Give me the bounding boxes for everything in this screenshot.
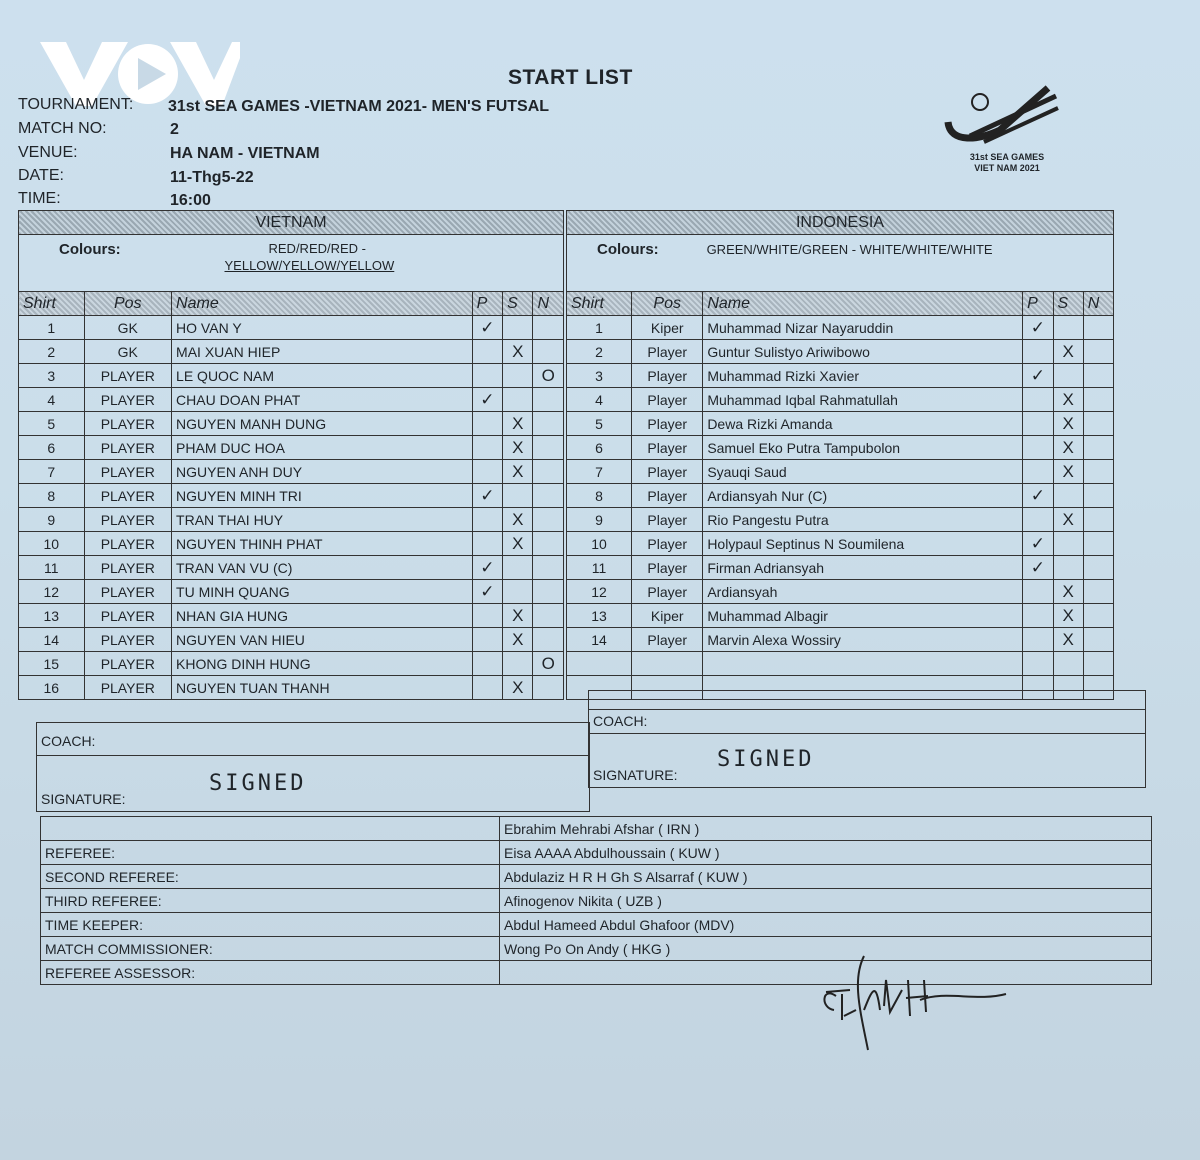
not-playing-mark <box>1083 484 1113 508</box>
player-row <box>567 412 1114 436</box>
position-cell: PLAYER <box>84 388 172 412</box>
official-row <box>41 889 1152 913</box>
date-value: 11-Thg5-22 <box>170 169 254 186</box>
substitute-mark: X <box>1053 604 1083 628</box>
shirt-cell: 3 <box>19 364 85 388</box>
substitute-mark <box>503 364 533 388</box>
position-cell: Player <box>632 532 703 556</box>
substitute-mark: X <box>1053 628 1083 652</box>
home-colours-cell <box>19 235 564 292</box>
away-team-name: INDONESIA <box>567 211 1114 235</box>
official-role: THIRD REFEREE: <box>41 889 500 913</box>
tournament-label: TOURNAMENT: <box>18 96 134 113</box>
col-n: N <box>533 292 564 316</box>
position-cell: PLAYER <box>84 676 172 700</box>
position-cell: PLAYER <box>84 532 172 556</box>
played-mark <box>472 508 503 532</box>
name-cell: PHAM DUC HOA <box>172 436 473 460</box>
name-cell: NGUYEN THINH PHAT <box>172 532 473 556</box>
player-row <box>19 676 564 700</box>
played-mark <box>1023 628 1053 652</box>
name-cell: NGUYEN MINH TRI <box>172 484 473 508</box>
played-mark <box>1023 460 1053 484</box>
name-cell: Holypaul Septinus N Soumilena <box>703 532 1023 556</box>
official-row <box>41 913 1152 937</box>
player-row <box>19 340 564 364</box>
player-row <box>567 436 1114 460</box>
shirt-cell: 7 <box>19 460 85 484</box>
shirt-cell: 6 <box>567 436 632 460</box>
position-cell: Player <box>632 412 703 436</box>
not-playing-mark <box>533 532 564 556</box>
substitute-mark <box>503 580 533 604</box>
player-row <box>567 508 1114 532</box>
substitute-mark: X <box>1053 436 1083 460</box>
shirt-cell: 9 <box>19 508 85 532</box>
shirt-cell: 4 <box>567 388 632 412</box>
date-label: DATE: <box>18 167 64 184</box>
official-name: Eisa AAAA Abdulhoussain ( KUW ) <box>500 841 1152 865</box>
position-cell: Player <box>632 460 703 484</box>
not-playing-mark <box>533 484 564 508</box>
away-signature-label: SIGNATURE: <box>593 767 678 783</box>
shirt-cell: 14 <box>567 628 632 652</box>
player-row <box>19 316 564 340</box>
not-playing-mark <box>1083 388 1113 412</box>
away-coach-label: COACH: <box>593 713 648 729</box>
player-row <box>567 484 1114 508</box>
not-playing-mark <box>1083 580 1113 604</box>
not-playing-mark <box>1083 364 1113 388</box>
player-row <box>19 508 564 532</box>
played-mark: ✓ <box>1023 556 1053 580</box>
col-p: P <box>1023 292 1053 316</box>
name-cell: NGUYEN TUAN THANH <box>172 676 473 700</box>
not-playing-mark <box>533 676 564 700</box>
player-row <box>19 412 564 436</box>
substitute-mark: X <box>503 340 533 364</box>
home-team-table <box>18 210 564 700</box>
player-row <box>567 364 1114 388</box>
name-cell: Syauqi Saud <box>703 460 1023 484</box>
name-cell: Samuel Eko Putra Tampubolon <box>703 436 1023 460</box>
player-row <box>19 364 564 388</box>
position-cell: GK <box>84 340 172 364</box>
name-cell: TU MINH QUANG <box>172 580 473 604</box>
home-coach-label: COACH: <box>41 733 96 749</box>
position-cell: PLAYER <box>84 484 172 508</box>
home-column-headers <box>19 292 564 316</box>
col-s: S <box>503 292 533 316</box>
shirt-cell: 8 <box>19 484 85 508</box>
not-playing-mark <box>533 508 564 532</box>
not-playing-mark <box>533 340 564 364</box>
name-cell: Marvin Alexa Wossiry <box>703 628 1023 652</box>
official-row <box>41 865 1152 889</box>
substitute-mark: X <box>503 436 533 460</box>
position-cell: Player <box>632 484 703 508</box>
shirt-cell: 7 <box>567 460 632 484</box>
played-mark <box>1023 604 1053 628</box>
position-cell: PLAYER <box>84 580 172 604</box>
shirt-cell: 14 <box>19 628 85 652</box>
substitute-mark: X <box>1053 340 1083 364</box>
not-playing-mark <box>533 412 564 436</box>
played-mark <box>472 532 503 556</box>
player-row <box>567 628 1114 652</box>
substitute-mark: X <box>503 628 533 652</box>
official-row <box>41 841 1152 865</box>
played-mark: ✓ <box>472 388 503 412</box>
position-cell: Player <box>632 580 703 604</box>
official-role: REFEREE: <box>41 841 500 865</box>
position-cell: Player <box>632 556 703 580</box>
played-mark <box>1023 388 1053 412</box>
shirt-cell: 6 <box>19 436 85 460</box>
played-mark: ✓ <box>1023 316 1053 340</box>
name-cell: NGUYEN VAN HIEU <box>172 628 473 652</box>
away-colours-line1: GREEN/WHITE/GREEN - WHITE/WHITE/WHITE <box>706 242 993 257</box>
home-signature-handwriting: SIGNED <box>209 771 307 796</box>
player-row <box>19 460 564 484</box>
position-cell: Kiper <box>632 316 703 340</box>
emblem-caption <box>952 152 1062 174</box>
name-cell: Firman Adriansyah <box>703 556 1023 580</box>
shirt-cell: 5 <box>567 412 632 436</box>
not-playing-mark <box>1083 532 1113 556</box>
shirt-cell: 10 <box>19 532 85 556</box>
col-pos: Pos <box>84 292 172 316</box>
player-row <box>567 316 1114 340</box>
shirt-cell: 13 <box>567 604 632 628</box>
not-playing-mark <box>1083 508 1113 532</box>
player-row <box>567 604 1114 628</box>
played-mark <box>1023 340 1053 364</box>
player-row <box>19 556 564 580</box>
substitute-mark: X <box>1053 508 1083 532</box>
shirt-cell: 4 <box>19 388 85 412</box>
official-row <box>41 817 1152 841</box>
official-name: Wong Po On Andy ( HKG ) <box>500 937 1152 961</box>
col-shirt: Shirt <box>567 292 632 316</box>
col-name: Name <box>703 292 1023 316</box>
played-mark <box>472 364 503 388</box>
shirt-cell: 10 <box>567 532 632 556</box>
player-row <box>19 388 564 412</box>
played-mark <box>472 340 503 364</box>
shirt-cell: 2 <box>19 340 85 364</box>
played-mark <box>1023 436 1053 460</box>
away-signature-handwriting: SIGNED <box>717 747 815 772</box>
col-name: Name <box>172 292 473 316</box>
substitute-mark <box>1053 484 1083 508</box>
away-coach-box <box>588 690 1146 788</box>
home-signature-label: SIGNATURE: <box>41 791 126 807</box>
substitute-mark: X <box>1053 580 1083 604</box>
player-row <box>19 652 564 676</box>
not-playing-mark <box>1083 412 1113 436</box>
player-row <box>567 388 1114 412</box>
name-cell: NHAN GIA HUNG <box>172 604 473 628</box>
shirt-cell: 2 <box>567 340 632 364</box>
substitute-mark: X <box>1053 460 1083 484</box>
played-mark <box>472 412 503 436</box>
not-playing-mark <box>533 628 564 652</box>
name-cell: CHAU DOAN PHAT <box>172 388 473 412</box>
not-playing-mark <box>533 580 564 604</box>
position-cell: Player <box>632 340 703 364</box>
position-cell: Player <box>632 436 703 460</box>
name-cell: Ardiansyah <box>703 580 1023 604</box>
not-playing-mark <box>1083 436 1113 460</box>
shirt-cell: 11 <box>567 556 632 580</box>
player-row <box>567 580 1114 604</box>
player-row <box>567 556 1114 580</box>
played-mark <box>472 652 503 676</box>
name-cell: Muhammad Iqbal Rahmatullah <box>703 388 1023 412</box>
shirt-cell: 15 <box>19 652 85 676</box>
away-colours-label: Colours: <box>597 241 659 258</box>
position-cell: PLAYER <box>84 652 172 676</box>
played-mark <box>1023 580 1053 604</box>
away-colours-cell <box>567 235 1114 292</box>
name-cell: Dewa Rizki Amanda <box>703 412 1023 436</box>
played-mark: ✓ <box>472 556 503 580</box>
substitute-mark: X <box>1053 412 1083 436</box>
shirt-cell: 1 <box>19 316 85 340</box>
substitute-mark: X <box>503 412 533 436</box>
played-mark <box>472 628 503 652</box>
venue-label: VENUE: <box>18 144 78 161</box>
shirt-cell: 9 <box>567 508 632 532</box>
substitute-mark <box>1053 556 1083 580</box>
name-cell: MAI XUAN HIEP <box>172 340 473 364</box>
home-colours-line1: RED/RED/RED - <box>268 241 367 256</box>
home-colours-label: Colours: <box>59 241 121 258</box>
name-cell: NGUYEN ANH DUY <box>172 460 473 484</box>
substitute-mark <box>503 484 533 508</box>
not-playing-mark <box>1083 460 1113 484</box>
played-mark: ✓ <box>472 316 503 340</box>
emblem-line2: VIET NAM 2021 <box>974 163 1040 173</box>
not-playing-mark: O <box>533 364 564 388</box>
match-no-label: MATCH NO: <box>18 120 107 137</box>
position-cell: PLAYER <box>84 460 172 484</box>
played-mark <box>472 460 503 484</box>
col-p: P <box>472 292 503 316</box>
name-cell: Ardiansyah Nur (C) <box>703 484 1023 508</box>
official-name: Abdulaziz H R H Gh S Alsarraf ( KUW ) <box>500 865 1152 889</box>
shirt-cell: 11 <box>19 556 85 580</box>
time-value: 16:00 <box>170 192 211 209</box>
substitute-mark <box>1053 532 1083 556</box>
home-team-name: VIETNAM <box>19 211 564 235</box>
official-name: Afinogenov Nikita ( UZB ) <box>500 889 1152 913</box>
official-role: MATCH COMMISSIONER: <box>41 937 500 961</box>
shirt-cell: 13 <box>19 604 85 628</box>
col-n: N <box>1083 292 1113 316</box>
name-cell: TRAN VAN VU (C) <box>172 556 473 580</box>
official-name: Abdul Hameed Abdul Ghafoor (MDV) <box>500 913 1152 937</box>
col-shirt: Shirt <box>19 292 85 316</box>
name-cell: KHONG DINH HUNG <box>172 652 473 676</box>
played-mark: ✓ <box>1023 364 1053 388</box>
not-playing-mark <box>533 556 564 580</box>
player-row <box>19 580 564 604</box>
position-cell: Player <box>632 364 703 388</box>
position-cell: Player <box>632 388 703 412</box>
not-playing-mark <box>533 316 564 340</box>
col-s: S <box>1053 292 1083 316</box>
official-role: SECOND REFEREE: <box>41 865 500 889</box>
player-row <box>19 484 564 508</box>
name-cell: Guntur Sulistyo Ariwibowo <box>703 340 1023 364</box>
name-cell: Muhammad Rizki Xavier <box>703 364 1023 388</box>
position-cell: PLAYER <box>84 508 172 532</box>
substitute-mark <box>1053 316 1083 340</box>
played-mark: ✓ <box>472 580 503 604</box>
name-cell: Muhammad Albagir <box>703 604 1023 628</box>
shirt-cell: 12 <box>19 580 85 604</box>
not-playing-mark <box>1083 316 1113 340</box>
position-cell: PLAYER <box>84 436 172 460</box>
home-coach-box <box>36 722 590 812</box>
name-cell: Muhammad Nizar Nayaruddin <box>703 316 1023 340</box>
not-playing-mark <box>1083 556 1113 580</box>
position-cell: Kiper <box>632 604 703 628</box>
shirt-cell: 1 <box>567 316 632 340</box>
position-cell: PLAYER <box>84 604 172 628</box>
shirt-cell: 8 <box>567 484 632 508</box>
player-row <box>567 340 1114 364</box>
shirt-cell: 5 <box>19 412 85 436</box>
player-row <box>19 604 564 628</box>
col-pos: Pos <box>632 292 703 316</box>
position-cell: PLAYER <box>84 364 172 388</box>
official-name: Ebrahim Mehrabi Afshar ( IRN ) <box>500 817 1152 841</box>
played-mark <box>472 604 503 628</box>
tournament-value: 31st SEA GAMES -VIETNAM 2021- MEN'S FUTSAL <box>168 98 550 115</box>
not-playing-mark <box>533 436 564 460</box>
name-cell: HO VAN Y <box>172 316 473 340</box>
name-cell: NGUYEN MANH DUNG <box>172 412 473 436</box>
played-mark: ✓ <box>1023 532 1053 556</box>
substitute-mark: X <box>503 604 533 628</box>
empty-row <box>567 652 1114 676</box>
not-playing-mark <box>533 460 564 484</box>
official-role: REFEREE ASSESSOR: <box>41 961 500 985</box>
played-mark <box>1023 412 1053 436</box>
home-colours-line2: YELLOW/YELLOW/YELLOW <box>224 257 395 273</box>
substitute-mark <box>1053 364 1083 388</box>
substitute-mark <box>503 556 533 580</box>
shirt-cell: 16 <box>19 676 85 700</box>
played-mark: ✓ <box>472 484 503 508</box>
substitute-mark: X <box>503 508 533 532</box>
emblem-line1: 31st SEA GAMES <box>969 152 1045 162</box>
venue-value: HA NAM - VIETNAM <box>170 145 320 162</box>
match-no-value: 2 <box>170 121 179 138</box>
commissioner-signature-icon <box>816 950 1016 1060</box>
substitute-mark: X <box>1053 388 1083 412</box>
position-cell: Player <box>632 508 703 532</box>
player-row <box>19 532 564 556</box>
away-column-headers <box>567 292 1114 316</box>
position-cell: GK <box>84 316 172 340</box>
away-team-table <box>566 210 1114 700</box>
played-mark <box>1023 508 1053 532</box>
name-cell: LE QUOC NAM <box>172 364 473 388</box>
shirt-cell: 12 <box>567 580 632 604</box>
played-mark <box>472 436 503 460</box>
shirt-cell: 3 <box>567 364 632 388</box>
not-playing-mark <box>1083 340 1113 364</box>
player-row <box>567 460 1114 484</box>
position-cell: PLAYER <box>84 628 172 652</box>
substitute-mark: X <box>503 532 533 556</box>
substitute-mark <box>503 316 533 340</box>
played-mark <box>472 676 503 700</box>
substitute-mark: X <box>503 460 533 484</box>
position-cell: PLAYER <box>84 556 172 580</box>
player-row <box>19 628 564 652</box>
played-mark: ✓ <box>1023 484 1053 508</box>
position-cell: PLAYER <box>84 412 172 436</box>
substitute-mark: X <box>503 676 533 700</box>
name-cell: Rio Pangestu Putra <box>703 508 1023 532</box>
not-playing-mark <box>533 604 564 628</box>
not-playing-mark <box>533 388 564 412</box>
official-role <box>41 817 500 841</box>
substitute-mark <box>503 388 533 412</box>
player-row <box>567 532 1114 556</box>
substitute-mark <box>503 652 533 676</box>
not-playing-mark: O <box>533 652 564 676</box>
page-title: START LIST <box>508 66 633 89</box>
official-role: TIME KEEPER: <box>41 913 500 937</box>
player-row <box>19 436 564 460</box>
position-cell: Player <box>632 628 703 652</box>
time-label: TIME: <box>18 190 61 207</box>
name-cell: TRAN THAI HUY <box>172 508 473 532</box>
not-playing-mark <box>1083 604 1113 628</box>
not-playing-mark <box>1083 628 1113 652</box>
